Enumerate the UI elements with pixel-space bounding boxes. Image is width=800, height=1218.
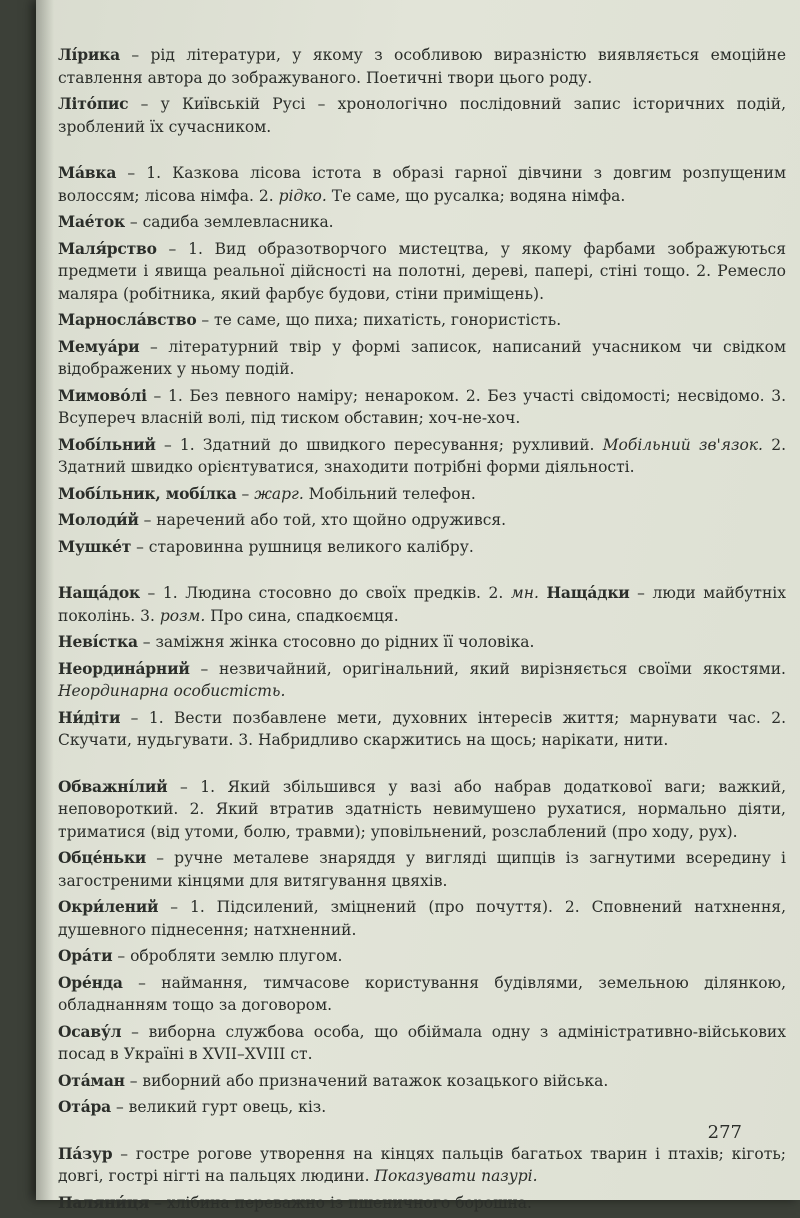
dictionary-list — [56, 44, 786, 1218]
definition: – 1. Вести позбавлене мети, духовних інтересів життя; марнувати час. 2. Скучати, нудьгувати. 3. Набридливо скаржитись на щось; нарікати, нити. — [58, 708, 786, 749]
definition-tail: Мобільний телефон. — [303, 484, 476, 503]
headword: Мае́ток — [58, 212, 125, 231]
dictionary-entry — [56, 509, 786, 532]
definition: – гостре рогове утворення на кінцях пальців багатьох тварин і птахів; кіготь; довгі, гострі нігті на пальцях людини. — [58, 1144, 786, 1185]
dictionary-entry — [56, 847, 786, 892]
headword: Ма́вка — [58, 163, 117, 182]
dictionary-entry — [56, 211, 786, 234]
definition: – 1. Який збільшився у вазі або набрав додаткової ваги; важкий, неповороткий. 2. Який втратив здатність невимушено рухатися, нормально діяти, триматися (від утоми, болю, травми); уповільнений, розслаблений (про ходу, рух). — [58, 777, 786, 841]
dictionary-entry — [56, 162, 786, 207]
definition: – 1. Здатний до швидкого пересування; рухливий. — [155, 435, 603, 454]
dictionary-entry — [56, 1096, 786, 1119]
dictionary-entry — [56, 385, 786, 430]
headword: Па́зур — [58, 1143, 113, 1163]
page-number: 277 — [707, 1122, 742, 1143]
usage-example: Показувати пазурі. — [374, 1167, 538, 1185]
letter-section-gap — [56, 142, 786, 162]
usage-example: Мобільний зв'язок. — [602, 435, 763, 454]
definition: – 1. Казкова лісова істота в образі гарної дівчини з довгим розпущеним волоссям; лісова німфа. 2. — [58, 164, 786, 205]
headword: Паляни́ця — [58, 1192, 150, 1212]
letter-section-gap — [56, 756, 786, 776]
definition: – незвичайний, оригінальний, який вирізняється своїми якостями. — [189, 659, 786, 678]
definition: – те саме, що пиха; пихатість, гонористість. — [196, 311, 562, 329]
headword: Літо́пис — [58, 94, 129, 113]
dictionary-entry — [56, 707, 786, 752]
headword: Маля́рство — [58, 238, 157, 258]
headword: Обважні́лий — [58, 776, 168, 796]
definition: – наймання, тимчасове користування будівлями, земельною ділянкою, обладнанням тощо за договором. — [58, 973, 786, 1014]
definition: – старовинна рушниця великого калібру. — [131, 537, 474, 556]
definition: – виборна службова особа, що обіймала одну з адміністративно-військових посад в Україні в XVII–XVIII ст. — [58, 1022, 786, 1063]
definition: – 1. Підсилений, зміцнений (про почуття). 2. Сповнений натхнення, душевного піднесення; натхненний. — [58, 898, 786, 939]
usage-label: розм. — [159, 606, 206, 625]
usage-label: жарг. — [254, 484, 304, 503]
definition: – ручне металеве знаряддя у вигляді щипців із загнутими всередину і загостреними кінцями для витягування цвяхів. — [58, 849, 786, 890]
dictionary-entry — [56, 582, 786, 627]
definition-tail: 2. Здатний швидко орієнтуватися, знаходити потрібні форми діяльності. — [58, 435, 786, 476]
headword: Ни́діти — [58, 707, 121, 727]
headword: Ора́ти — [58, 946, 113, 965]
definition-tail: – люди майбутніх поколінь. 3. — [58, 584, 786, 625]
usage-label: мн. — [510, 584, 539, 602]
dictionary-entry — [56, 631, 786, 654]
headword: Мобі́льний — [58, 434, 156, 454]
headword: Осаву́л — [58, 1021, 122, 1041]
dictionary-entry — [56, 434, 786, 479]
dictionary-entry — [56, 776, 786, 844]
dictionary-entry — [56, 93, 786, 138]
headword: Ота́ман — [58, 1070, 125, 1090]
definition: – виборний або призначений ватажок козацького війська. — [124, 1071, 609, 1090]
definition: – 1. Вид образотворчого мистецтва, у якому фарбами зображуються предмети і явища реальної дійсності на полотні, дереві, папері, стіні тощо. 2. Ремесло маляра (робітника, який фарбує будови, стіни приміщень). — [58, 239, 786, 303]
dictionary-entry — [56, 536, 786, 559]
dictionary-entry — [56, 483, 786, 506]
definition: – хлібина переважно із пшеничного борошна. — [149, 1193, 532, 1212]
definition: – у Київській Русі – хронологічно послідовний запис історичних подій, зроблений їх сучасником. — [58, 95, 786, 136]
definition: – — [236, 484, 255, 503]
dictionary-entry — [56, 1143, 786, 1188]
headword: Неві́стка — [58, 632, 138, 651]
definition-tail: Те саме, що русалка; водяна німфа. — [326, 186, 626, 205]
headword: Мушке́т — [58, 536, 132, 556]
dictionary-entry — [56, 1192, 786, 1215]
letter-section-gap — [56, 562, 786, 582]
headword: Ота́ра — [58, 1097, 112, 1116]
usage-label: рідко. — [278, 186, 327, 205]
headword-plural: Наща́дки — [546, 583, 630, 602]
definition: – 1. Без певного наміру; ненароком. 2. Без участі свідомості; несвідомо. 3. Всупереч власній волі, під тиском обставин; хоч-не-хоч. — [58, 386, 786, 427]
definition: – заміжня жінка стосовно до рідних її чоловіка. — [137, 633, 535, 651]
dictionary-entry — [56, 658, 786, 703]
headword: Неордина́рний — [58, 658, 190, 678]
dictionary-entry — [56, 1070, 786, 1093]
headword: Мемуа́ри — [58, 336, 140, 356]
headword: Мобі́льник, мобі́лка — [58, 483, 237, 503]
headword: Оре́нда — [58, 972, 123, 992]
usage-example: Неординарна особистість. — [58, 682, 286, 700]
definition: – 1. Людина стосовно до своїх предків. 2. — [139, 584, 511, 602]
letter-section-gap — [56, 1123, 786, 1143]
definition: – наречений або той, хто щойно одружився. — [138, 511, 507, 529]
dictionary-entry — [56, 972, 786, 1017]
headword: Молоди́й — [58, 510, 139, 529]
book-page — [36, 0, 800, 1212]
definition: – садиба землевласника. — [125, 213, 334, 231]
definition: – літературний твір у формі записок, написаний учасником чи свідком відображених у ньому подій. — [58, 337, 786, 378]
dictionary-entry — [56, 309, 786, 332]
headword: Окри́лений — [58, 897, 159, 916]
headword: Наща́док — [58, 583, 140, 602]
headword: Обце́ньки — [58, 848, 147, 867]
definition-tail: Про сина, спадкоємця. — [205, 606, 399, 625]
definition: – великий гурт овець, кіз. — [111, 1098, 327, 1116]
headword: Марносла́вство — [58, 310, 197, 329]
dictionary-entry — [56, 238, 786, 306]
dictionary-entry — [56, 945, 786, 968]
dictionary-entry — [56, 1021, 786, 1066]
dictionary-entry — [56, 896, 786, 941]
headword: Лі́рика — [58, 45, 120, 64]
definition: – обробляти землю плугом. — [112, 947, 343, 965]
dictionary-entry — [56, 336, 786, 381]
dictionary-entry — [56, 44, 786, 89]
headword: Мимово́лі — [58, 385, 147, 405]
definition: – рід літератури, у якому з особливою виразністю виявляється емоційне ставлення автора до зображуваного. Поетичні твори цього роду. — [58, 46, 786, 87]
